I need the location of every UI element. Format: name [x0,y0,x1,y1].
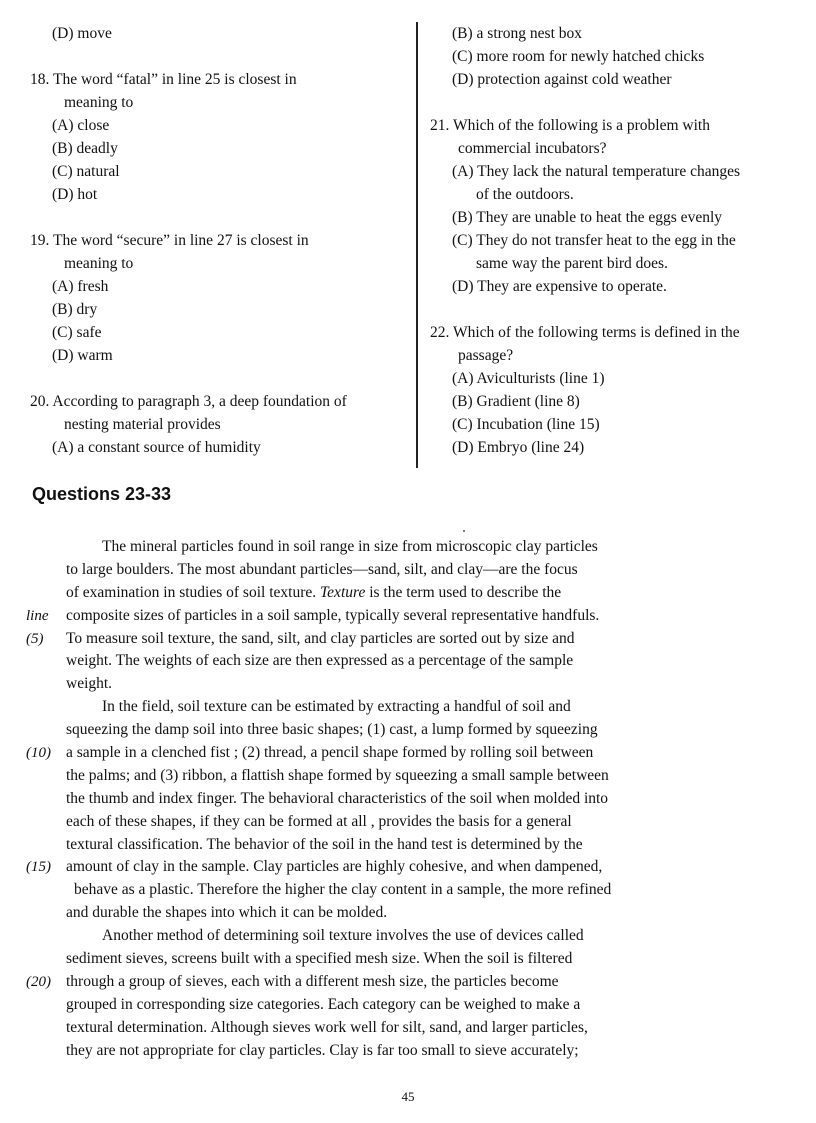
passage-line [0,788,816,811]
passage-text: textural determination. Although sieves work well for silt, sand, and larger particles, [66,1018,588,1036]
passage-line [0,605,816,628]
passage-line [0,536,816,559]
left-question-column [30,22,410,459]
passage-line [0,559,816,582]
passage-line [0,902,816,925]
question-stem-continued: nesting material provides [64,416,221,433]
passage-line [0,994,816,1017]
passage-text: the thumb and index finger. The behavioral characteristics of the soil when molded into [66,789,609,807]
passage-line [0,673,816,696]
passage-text: grouped in corresponding size categories. Each category can be weighed to make a [66,995,581,1013]
passage-line [0,879,816,902]
answer-option: (B) deadly [52,140,118,157]
right-question-column [430,22,800,459]
question-stem: 18. The word “fatal” in line 25 is closest in [30,71,297,88]
answer-option: (B) Gradient (line 8) [452,393,580,410]
answer-option: (C) safe [52,324,102,341]
answer-option: (D) They are expensive to operate. [452,278,667,295]
answer-option: (D) move [52,25,112,42]
line-number: (5) [26,630,44,647]
answer-option: (A) close [52,117,110,134]
passage-text: The mineral particles found in soil range in size from microscopic clay particles [102,538,598,555]
passage-line [0,925,816,948]
passage-text: and durable the shapes into which it can be molded. [66,904,388,922]
passage-line [0,628,816,651]
line-number: (10) [26,745,51,762]
passage-text: of examination in studies of soil texture. Texture is the term used to describe the [66,583,562,601]
passage-text: sediment sieves, screens built with a specified mesh size. When the soil is filtered [66,950,573,968]
passage-line [0,742,816,765]
passage-line [0,834,816,857]
passage-text: weight. [66,675,113,693]
scan-speck [463,530,465,532]
answer-option: (D) protection against cold weather [452,71,672,88]
answer-option-continued: of the outdoors. [476,186,574,203]
passage-line [0,765,816,788]
answer-option: (B) dry [52,301,98,318]
spacer [30,206,410,229]
spacer [430,298,800,321]
answer-option: (C) more room for newly hatched chicks [452,48,705,65]
passage-line [0,696,816,719]
passage-text: amount of clay in the sample. Clay particles are highly cohesive, and when dampened, [66,858,603,876]
passage-text: textural classification. The behavior of the soil in the hand test is determined by the [66,835,583,853]
passage-line [0,856,816,879]
question-stem: 21. Which of the following is a problem with [430,117,710,134]
answer-option: (A) Aviculturists (line 1) [452,370,605,387]
passage-text: squeezing the damp soil into three basic shapes; (1) cast, a lump formed by squeezing [66,721,598,739]
spacer [430,91,800,114]
passage-text: to large boulders. The most abundant particles—sand, silt, and clay—are the focus [66,560,578,578]
passage-line [0,811,816,834]
passage-text: composite sizes of particles in a soil sample, typically several representative handfuls. [66,606,600,624]
passage-line [0,971,816,994]
answer-option: (D) warm [52,347,113,364]
passage-line [0,582,816,605]
question-stem: 20. According to paragraph 3, a deep foundation of [30,393,347,410]
answer-option: (B) They are unable to heat the eggs evenly [452,209,723,226]
passage-line [0,1017,816,1040]
passage-line [0,650,816,673]
answer-option: (D) hot [52,186,98,203]
passage-text: weight. The weights of each size are then expressed as a percentage of the sample [66,652,574,670]
passage-text: each of these shapes, if they can be formed at all , provides the basis for a general [66,812,572,830]
answer-option: (C) Incubation (line 15) [452,416,600,433]
answer-option: (A) a constant source of humidity [52,439,261,456]
question-stem-continued: commercial incubators? [458,140,607,157]
line-number: line [26,607,49,624]
page-number: 45 [401,1089,415,1104]
question-stem-continued: passage? [458,347,514,364]
spacer [30,367,410,390]
passage-text: a sample in a clenched fist ; (2) thread, a pencil shape formed by rolling soil between [66,744,594,762]
passage-line [0,719,816,742]
passage-text: the palms; and (3) ribbon, a flattish shape formed by squeezing a small sample between [66,766,609,784]
section-heading: Questions 23-33 [32,484,172,504]
passage-text: they are not appropriate for clay particles. Clay is far too small to sieve accurately; [66,1041,579,1059]
line-number: (15) [26,859,51,876]
question-stem: 22. Which of the following terms is defined in the [430,324,740,341]
passage-text: Another method of determining soil texture involves the use of devices called [102,927,584,945]
passage-text: behave as a plastic. Therefore the higher the clay content in a sample, the more refined [74,881,612,899]
spacer [30,45,410,68]
passage-text: To measure soil texture, the sand, silt, and clay particles are sorted out by size and [66,629,575,647]
question-stem-continued: meaning to [64,255,134,272]
passage-line [0,1040,816,1063]
answer-option: (C) They do not transfer heat to the egg in the [452,232,736,249]
line-number: (20) [26,973,51,990]
answer-option-continued: same way the parent bird does. [476,255,668,272]
reading-passage [0,536,816,1062]
answer-option: (B) a strong nest box [452,25,583,42]
passage-text: In the field, soil texture can be estimated by extracting a handful of soil and [102,698,571,716]
answer-option: (D) Embryo (line 24) [452,439,585,456]
answer-option: (A) They lack the natural temperature changes [452,163,741,180]
passage-line [0,948,816,971]
question-stem: 19. The word “secure” in line 27 is closest in [30,232,309,249]
column-divider [416,22,418,468]
answer-option: (A) fresh [52,278,109,295]
question-stem-continued: meaning to [64,94,134,111]
passage-text: through a group of sieves, each with a different mesh size, the particles become [66,972,559,990]
answer-option: (C) natural [52,163,120,180]
